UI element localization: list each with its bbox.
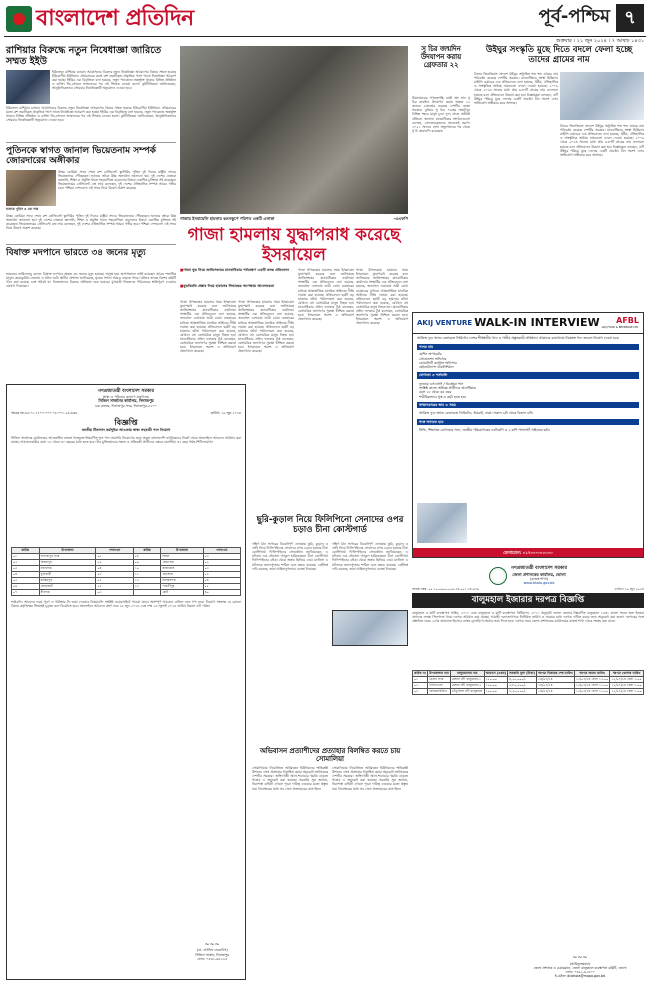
story-eu-headline: রাশিয়ার বিরুদ্ধে নতুন নিষেধাজ্ঞা জারিতে সম্মত ইইউ [6, 45, 162, 67]
bolumohal-table-cell: মেঘনা নদী বালুমহাল-২ [450, 682, 484, 688]
gov-table-cell: ১২ [133, 577, 161, 583]
akij-requirements-header: যোগ্যতা ও শর্তাবলি [417, 372, 639, 378]
gov-notice-subtitle: জাতীয় টিকাদান কর্মসূচির আওতায় স্বাস্থ্য সহকারী পদে নিয়োগ [81, 428, 171, 433]
gov-notice-memo: স্মারক নং-৪৫.০১.২৭০০.০০০.০৫.০০১.২৪-৬৩৬ [11, 411, 78, 416]
gaza-photo-caption: গাজায় ইসরায়েলি হামলায় ধ্বংসস্তূপে পরিণত একটি এলাকা [180, 216, 275, 221]
gov-table-cell: ০২ [96, 559, 133, 565]
story-liquor-body: ভারতের তামিলনাড়ু রাজ্যে বিষাক্ত মদপানে অন্তত ৩৪ জনের মৃত্যু হয়েছে। অসুস্থ হয়ে হাসপাতালে ভর্তি রয়েছেন আরও শতাধিক মানুষ। কাল্লাকুরিচি জেলায় এ ঘটনা ঘটে। স্থানীয় প্রশাসন জানিয়েছে, মৃতের সংখ্যা আরও বাড়তে পারে। ঘটনার তদন্তে বিশেষ কমিটি গঠন করা হয়েছে এবং অবৈধ মদ বিক্রেতাদের বিরুদ্ধে অভিযান শুরু হয়েছে। মুখ্যমন্ত্রী নিহতদের পরিবারকে ক্ষতিপূরণ দেওয়ার ঘোষণা দিয়েছেন। [6, 272, 176, 289]
bolumohal-table-header-cell: আয়তন (একর) [485, 671, 507, 676]
bolumohal-table-cell: ৩,৮০,০০০/- [508, 682, 537, 688]
gov-notice-office: সিভিল সার্জনের কার্যালয়, দিনাজপুর [98, 398, 154, 404]
bolumohal-table-cell: ১৪/০৭/২৪ [537, 676, 575, 682]
gov-table-cell: নবাবগঞ্জ [39, 565, 96, 571]
bolumohal-table [412, 670, 644, 695]
gov-notice-title: বিজ্ঞপ্তি [114, 418, 138, 428]
gov-table-cell: ০৪ [96, 565, 133, 571]
gov-table-row [12, 589, 241, 595]
story-gaza-body-1: গাজা উপত্যকায় হামলার সময় ইসরায়েল যুদ্ধাপরাধ করেছে বলে জানিয়েছে জাতিসংঘের মানবাধিকার কার্যালয়। সংস্থাটির এক প্রতিবেদনে বলা হয়েছে, জনবহুল এলাকায় ভারী বোমা ব্যবহারের মাধ্যমে আন্তর্জাতিক মানবিক আইনের নীতি লঙ্ঘন করা হয়েছে। প্রতিবেদনে ছয়টি বড় হামলার ঘটনা পর্যালোচনা করা হয়েছে, যেখানে বহু বেসামরিক মানুষ নিহত হন। মানবাধিকার প্রধান ফলকার টুর্ক বলেছেন, বেসামরিক জনগণের সুরক্ষা নিশ্চিত করতে হবে। ইসরায়েল অবশ্য এ অভিযোগ প্রত্যাখ্যান করেছে। [180, 300, 236, 354]
gov-table-cell: ০৬ [12, 583, 40, 589]
gov-table-cell: ১০ [133, 565, 161, 571]
story-suukyi-headline: সু চির জন্মদিন উদযাপন করায় গ্রেফতার ২২ [420, 45, 462, 69]
story-gaza-headline: গাজা হামলায় যুদ্ধাপরাধ করেছে ইসরায়েল [187, 225, 401, 265]
gov-notice-intro: সিভিল সার্জনের কার্যালয়ের আওতাধীন রাজস্ব খাতভুক্ত নিম্নবর্ণিত শূন্য পদে সরাসরি নিয়োগের জন্য প্রকৃত বাংলাদেশি নাগরিকদের নিকট থেকে অনলাইনে আবেদন আহ্বান করা যাচ্ছে। আবেদনকারীর বয়স ১৮ থেকে ৩০ বছরের মধ্যে হতে হবে। বীর মুক্তিযোদ্ধার সন্তান ও প্রতিবন্ধী প্রার্থীদের ক্ষেত্রে বয়সসীমা ৩২ বছর পর্যন্ত শিথিলযোগ্য। [11, 435, 241, 444]
akij-walkin-ad [412, 312, 644, 558]
story-uighur-headline: উইঘুর সংস্কৃতি মুছে দিতে বদলে ফেলা হচ্ছে তাদের গ্রামের নাম [485, 45, 633, 65]
story-uighur-body-2: চীনের জিনজিয়াং প্রদেশে উইঘুর অধ্যুষিত শত শত গ্রামের নাম পরিবর্তন করেছে দেশটির সরকার। মানবাধিকার সংস্থা হিউম্যান রাইটস ওয়াচের এক প্রতিবেদনে বলা হয়েছে, ধর্মীয়, ঐতিহাসিক ও সাংস্কৃতিক অর্থবহ নামগুলো বদলে দেওয়া হয়েছে। ২০০৯ থেকে ২০২৩ সালের মধ্যে প্রায় ৬৩০টি গ্রামের নাম বদলানো হয়েছে বলে প্রতিবেদনে উল্লেখ করা হয়। বিশ্লেষকরা বলছেন, এটি উইঘুর পরিচয় মুছে ফেলার একটি প্রচেষ্টা। চীন অবশ্য এসব অভিযোগ অস্বীকার করে আসছে। [560, 124, 644, 157]
bolumohal-table-row [413, 688, 644, 694]
bolumohal-branch: (রাজস্ব শাখা) [530, 576, 548, 581]
bolumohal-signatory-title: জেলা প্রশাসক ও চেয়ারম্যান, জেলা বালুমহাল ব্যবস্থাপনা কমিটি, ভোলা [533, 965, 627, 970]
gov-table-cell: ০৩ [203, 565, 240, 571]
akij-position-item: প্রোডাকশন অফিসার [419, 356, 447, 361]
gov-table-cell: মোট [161, 589, 203, 595]
gov-table-cell: ০৫ [96, 553, 133, 559]
gov-table-cell: ০৩ [96, 571, 133, 577]
gov-notice-terms: শর্তাবলি: আবেদন ফরম পূরণ ও পরীক্ষার ফি জমা দেওয়ার নিয়মাবলি সংশ্লিষ্ট ওয়েবসাইটে পাওয়া যাবে। অসম্পূর্ণ আবেদন বাতিল বলে গণ্য হবে। নিয়োগ সংক্রান্ত যে কোনো বিষয়ে কর্তৃপক্ষের সিদ্ধান্তই চূড়ান্ত বলে বিবেচিত হবে। অনলাইনে আবেদন গ্রহণ শুরু ২৫ জুন ২০২৪ এবং শেষ ২৪ জুলাই ২০২৪ তারিখ বিকাল ৫টা পর্যন্ত। [11, 599, 241, 608]
akij-requirement-item: বয়স ১৮ থেকে ৩৫ বছর [419, 390, 452, 395]
gov-table-header-cell: পদসংখ্যা [96, 547, 133, 553]
gov-recruitment-notice [6, 384, 246, 980]
story-somalia-headline: অভিবাসন প্রত্যাশীদের প্রত্যাহার বিলম্বিত করতে চায় সোমালিয়া [259, 747, 401, 763]
akij-intro: আকিজ ফুড অ্যান্ড বেভারেজ লিমিটেড দেশের শীর্ষস্থানীয় খাদ্য ও পানীয় প্রস্তুতকারী প্রতিষ্ঠান। আমাদের কারখানায় নিম্নোক্ত পদে জনবল নিয়োগ দেওয়া হবে। [417, 335, 620, 340]
bolumohal-table-header-cell: দরপত্র জমার তারিখ [574, 670, 610, 676]
gov-table-cell: ০৫ [12, 577, 40, 583]
gov-table-header-cell: উপজেলা [39, 547, 96, 553]
gov-notice-signatory: (ডা. আসিফ ফেরদৌস) [196, 948, 228, 953]
akij-footer: যোগাযোগ: ০১৭০০-০০০০০০ [413, 548, 643, 557]
akij-position-item: মেশিন অপারেটর [419, 352, 442, 357]
akij-venue: আকিজ ফুড অ্যান্ড বেভারেজ লিমিটেড, ধামরাই, ঢাকা। সকাল ৯টা থেকে বিকাল ৪টা। [419, 411, 534, 416]
gov-table-header-cell: পদসংখ্যা [203, 547, 240, 553]
bolumohal-table-cell: ০৩ [413, 688, 428, 694]
bolumohal-table-cell: ১৫/০৭/২৪ বেলা ১২.০০ [575, 689, 609, 694]
story-putin-headline: পুতিনকে স্বাগত জানাল ভিয়েতনাম সম্পর্ক জোরদারের অঙ্গীকার [6, 146, 156, 167]
story-coastguard-body-1: দক্ষিণ চীন সাগরের বিরোধপূর্ণ এলাকায় ছুরি, কুড়াল ও লাঠি নিয়ে ফিলিপাইনের সেনাদের ওপর চড়াও হয়েছে চীনা কোস্টগার্ড। ফিলিপাইনের সেনাপ্রধান জানিয়েছেন, এ ঘটনায় এক নৌসেনা আঙুল হারিয়েছেন। চীনা কোস্টগার্ড ফিলিপাইনের নৌকা থেকে অস্ত্রও ছিনিয়ে নেয়। ম্যানিলা এ ঘটনাকে জলদস্যুতার শামিল বলে মন্তব্য করেছে। বেইজিং দাবি করেছে, তারা আইনানুগভাবে ব্যবস্থা নিয়েছে। [252, 542, 328, 571]
gov-table-cell: বিরল [161, 553, 203, 559]
akij-brand: AKIJ VENTURE [417, 318, 473, 327]
gov-table-cell: চিরিরবন্দর [161, 577, 203, 583]
bolumohal-table-cell: ১৪/০৭/২৪ [537, 682, 575, 688]
story-putin-body-1: উত্তর কোরিয়া সফর শেষে রুশ প্রেসিডেন্ট ভ্লাদিমির পুতিন দুই দিনের রাষ্ট্রীয় সফরে ভিয়েতনামে পৌঁছেছেন। হ্যানয়ে তাঁকে উষ্ণ অভ্যর্থনা জানানো হয়। দুই দেশের নেতারা জ্বালানি, শিক্ষা ও প্রযুক্তি খাতে সহযোগিতা বাড়ানোর বিষয়ে একাধিক চুক্তিতে সই করেছেন। ভিয়েতনামের প্রেসিডেন্ট তো লাম বলেছেন, দুই দেশের ঐতিহাসিক সম্পর্ক আরও গভীর হবে। পশ্চিমা দেশগুলো এই সফর নিয়ে উদ্বেগ প্রকাশ করেছে। [58, 170, 176, 191]
akij-position-item: মেইনটেন্যান্স টেকনিশিয়ান [419, 365, 454, 370]
bolumohal-table-cell: ০১ [413, 676, 428, 682]
divider-2 [6, 244, 176, 245]
bolumohal-signature: ~~~ [572, 954, 588, 962]
akij-title: WALK-IN INTERVIEW [474, 316, 600, 329]
story-gaza-body-3: গাজা উপত্যকায় হামলার সময় ইসরায়েল যুদ্ধাপরাধ করেছে বলে জানিয়েছে জাতিসংঘের মানবাধিকার কার্যালয়। সংস্থাটির এক প্রতিবেদনে বলা হয়েছে, জনবহুল এলাকায় ভারী বোমা ব্যবহারের মাধ্যমে আন্তর্জাতিক মানবিক আইনের নীতি লঙ্ঘন করা হয়েছে। প্রতিবেদনে ছয়টি বড় হামলার ঘটনা পর্যালোচনা করা হয়েছে, যেখানে বহু বেসামরিক মানুষ নিহত হন। মানবাধিকার প্রধান ফলকার টুর্ক বলেছেন, বেসামরিক জনগণের সুরক্ষা নিশ্চিত করতে হবে। ইসরায়েল অবশ্য এ অভিযোগ প্রত্যাখ্যান করেছে। [238, 300, 294, 354]
akij-position-item: কোয়ালিটি কন্ট্রোল অফিসার [419, 360, 457, 365]
bolumohal-tender-notice [412, 566, 644, 982]
gov-table-cell: ০৯ [133, 559, 161, 565]
page-number: ৭ [616, 4, 644, 32]
bolumohal-table-cell: ১০০.০০ [484, 688, 508, 694]
bolumohal-header: গণপ্রজাতন্ত্রী বাংলাদেশ সরকার [510, 566, 568, 571]
akij-venue-header: সাক্ষাৎকারের স্থান ও সময় [417, 402, 639, 408]
putin-photo-caption: হ্যানয়ে পুতিন ও তো লাম [6, 207, 39, 211]
govt-seal-icon [489, 567, 507, 585]
bolumohal-table-header-cell: দরপত্র বিক্রয়ের শেষ তারিখ [538, 671, 573, 676]
bolumohal-memo: স্মারক নম্বর- ০৫.১০.০৯০০.০০৯.২৪.০০১.২৪-৯৭৯ [412, 587, 480, 592]
gov-table-cell: ০২ [96, 577, 133, 583]
bolumohal-table-cell: মেঘনা নদী বালুমহাল-১ [450, 676, 484, 682]
akij-requirement-item: সংশ্লিষ্ট কাজে অভিজ্ঞ প্রার্থীদের অগ্রাধিকার [419, 386, 476, 391]
story-eu-photo [6, 70, 50, 104]
gov-table-header-cell: ক্রমিক [133, 547, 161, 553]
akij-product-image [417, 503, 467, 543]
gov-table-cell: ১১ [133, 571, 161, 577]
bolumohal-table-cell: ভোলা সদর [428, 676, 451, 682]
bolumohal-table-cell: ১৫/০৭/২৪ বেলা ৩.০০ [611, 689, 642, 694]
gov-table-cell: ১৩ [133, 583, 161, 589]
bolumohal-office: জেলা প্রশাসকের কার্যালয়, ভোলা [512, 571, 566, 577]
story-coastguard-body-2: দক্ষিণ চীন সাগরের বিরোধপূর্ণ এলাকায় ছুরি, কুড়াল ও লাঠি নিয়ে ফিলিপাইনের সেনাদের ওপর চড়াও হয়েছে চীনা কোস্টগার্ড। ফিলিপাইনের সেনাপ্রধান জানিয়েছেন, এ ঘটনায় এক নৌসেনা আঙুল হারিয়েছেন। চীনা কোস্টগার্ড ফিলিপাইনের নৌকা থেকে অস্ত্রও ছিনিয়ে নেয়। ম্যানিলা এ ঘটনাকে জলদস্যুতার শামিল বলে মন্তব্য করেছে। বেইজিং দাবি করেছে, তারা আইনানুগভাবে ব্যবস্থা নিয়েছে। [332, 542, 408, 571]
gov-table-cell: ০৫ [203, 583, 240, 589]
bolumohal-email: ই-মেইল: dcbhola@mopa.gov.bd [554, 973, 606, 978]
bolumohal-table-header-cell: উপজেলার নাম [429, 671, 449, 676]
section-name: পূর্ব-পশ্চিম [538, 6, 610, 27]
bolumohal-title: বালুমহাল ইজারার দরপত্র বিজ্ঞপ্তি [412, 593, 644, 608]
akij-requirement-item: শারীরিকভাবে সুস্থ ও কর্মঠ হতে হবে [419, 394, 466, 399]
bolumohal-table-cell: ৩,২০,০০০/- [508, 688, 537, 694]
bolumohal-table-cell: ১৫/০৭/২৪ বেলা ৩.০০ [611, 683, 642, 688]
bolumohal-table-header-cell: বালুমহালের নাম [450, 670, 484, 676]
story-liquor-headline: বিষাক্ত মদপানে ভারতে ৩৪ জনের মৃত্যু [6, 248, 146, 258]
gov-notice-date: তারিখ: ১৯ জুন ২০২৪ [210, 411, 241, 416]
gov-table-cell: ০২ [203, 559, 240, 565]
gov-table-cell: হাকিমপুর [39, 577, 96, 583]
gov-notice-ministry: স্বাস্থ্য ও পরিবার কল্যাণ মন্ত্রণালয় [102, 394, 150, 399]
bolumohal-table-header-cell: ক্রমিক নং [414, 671, 427, 676]
masthead-logo [6, 4, 196, 34]
gov-notice-phone: ফোন: ০৫৩১-৬৫২২৫ [197, 956, 228, 961]
bolumohal-table-header-cell: দরপত্র খোলার তারিখ [610, 670, 644, 676]
story-eu-body-1: ইউক্রেনে রাশিয়ার চলমান আগ্রাসনের বিরুদ্ধে নতুন নিষেধাজ্ঞা আরোপের বিষয়ে সম্মত হয়েছে ইউরোপীয় ইউনিয়ন। প্রথমবারের মতো রুশ তরলীকৃত প্রাকৃতিক গ্যাস খাতে নিষেধাজ্ঞা আরোপ করা হচ্ছে। ইইউর এক বিবৃতিতে বলা হয়েছে, নতুন প্যাকেজে অন্তর্ভুক্ত থাকবে বিভিন্ন প্রতিষ্ঠান ও ব্যক্তি। জি-সেভেন সম্মেলনের পর এই সিদ্ধান্ত নেওয়া হলো। কূটনীতিকরা জানিয়েছেন, আনুষ্ঠানিকভাবে সোমবার নিষেধাজ্ঞাটি অনুমোদন দেওয়া হবে। [52, 70, 176, 91]
gov-table-cell: বোচাগঞ্জ [161, 559, 203, 565]
akij-requirement-item: ন্যূনতম এসএসসি / ডিপ্লোমা পাস [419, 381, 464, 386]
gov-table-cell: বিরামপুর [39, 559, 96, 565]
bolumohal-table-cell: ১৫/০৭/২৪ বেলা ১২.০০ [575, 683, 609, 688]
masthead-rule [4, 36, 646, 37]
story-eu-body-2: ইউক্রেনে রাশিয়ার চলমান আগ্রাসনের বিরুদ্ধে নতুন নিষেধাজ্ঞা আরোপের বিষয়ে সম্মত হয়েছে ইউরোপীয় ইউনিয়ন। প্রথমবারের মতো রুশ তরলীকৃত প্রাকৃতিক গ্যাস খাতে নিষেধাজ্ঞা আরোপ করা হচ্ছে। ইইউর এক বিবৃতিতে বলা হয়েছে, নতুন প্যাকেজে অন্তর্ভুক্ত থাকবে বিভিন্ন প্রতিষ্ঠান ও ব্যক্তি। জি-সেভেন সম্মেলনের পর এই সিদ্ধান্ত নেওয়া হলো। কূটনীতিকরা জানিয়েছেন, আনুষ্ঠানিকভাবে সোমবার নিষেধাজ্ঞাটি অনুমোদন দেওয়া হবে। [6, 106, 176, 123]
akij-docs: সিভি, শিক্ষাগত যোগ্যতার সনদ, জাতীয় পরিচয়পত্রের ফটোকপি ও ২ কপি পাসপোর্ট সাইজের ছবি। [419, 428, 550, 433]
story-somalia-body-1: সোমালিয়ায় নিয়োজিত আফ্রিকান ইউনিয়নের শান্তিরক্ষী মিশনের সেনা প্রত্যাহার বিলম্বিত করার অনুরোধ জানিয়েছে দেশটির সরকার। জঙ্গিগোষ্ঠী আল-শাবাবের হুমকি বাড়তে থাকায় এ অনুরোধ করা হয়েছে। সরকারি সূত্র জানায়, নিরাপত্তা বাহিনী এখনো পুরো দায়িত্ব নেওয়ার মতো প্রস্তুত নয়। ডিসেম্বরের মধ্যে সব সেনা প্রত্যাহারের কথা ছিল। [252, 766, 328, 791]
gov-table-cell: ০৩ [203, 553, 240, 559]
small-ad [332, 610, 408, 646]
bolumohal-table-cell: ১৫/০৭/২৪ বেলা ৩.০০ [611, 677, 642, 682]
gov-table-cell: ০১ [12, 553, 40, 559]
logo-mark-icon [6, 6, 32, 32]
bolumohal-table-cell: ১৫/০৭/২৪ বেলা ১২.০০ [575, 677, 609, 682]
bolumohal-table-cell: তেঁতুলিয়া নদী বালুমহাল [451, 689, 483, 694]
gov-table-cell: ঘোড়াঘাট [39, 583, 96, 589]
gov-table-cell: ০৩ [12, 565, 40, 571]
gov-table-header-cell: ক্রমিক [12, 547, 40, 553]
gov-table-cell [133, 589, 161, 595]
story-gaza-body-4: গাজা উপত্যকায় হামলার সময় ইসরায়েল যুদ্ধাপরাধ করেছে বলে জানিয়েছে জাতিসংঘের মানবাধিকার কার্যালয়। সংস্থাটির এক প্রতিবেদনে বলা হয়েছে, জনবহুল এলাকায় ভারী বোমা ব্যবহারের মাধ্যমে আন্তর্জাতিক মানবিক আইনের নীতি লঙ্ঘন করা হয়েছে। প্রতিবেদনে ছয়টি বড় হামলার ঘটনা পর্যালোচনা করা হয়েছে, যেখানে বহু বেসামরিক মানুষ নিহত হন। মানবাধিকার প্রধান ফলকার টুর্ক বলেছেন, বেসামরিক জনগণের সুরক্ষা নিশ্চিত করতে হবে। ইসরায়েল অবশ্য এ অভিযোগ প্রত্যাখ্যান করেছে। [356, 268, 408, 326]
divider-1 [6, 142, 176, 143]
gov-table-cell: ০৪ [12, 571, 40, 577]
gov-table-cell: দিনাজপুর সদর [39, 553, 96, 559]
bolumohal-table-cell: দৌলতখান [428, 682, 451, 688]
gov-table-cell: ০৮ [133, 553, 161, 559]
gov-notice-address: চক বাজার, দিনাজপুর সদর, দিনাজপুর-৫২০০ [95, 403, 157, 408]
bolumohal-table-cell: ১৪/০৭/২৪ [537, 688, 575, 694]
gov-table-header-cell: উপজেলা [161, 547, 203, 553]
gov-table-cell: ০২ [12, 559, 40, 565]
gov-table-cell: খানসামা [161, 571, 203, 577]
gov-table-cell: ০৩ [96, 589, 133, 595]
logo-text: বাংলাদেশ প্রতিদিন [36, 5, 194, 32]
akij-positions-header: পদের নাম [417, 344, 639, 350]
bolumohal-body: বালুমহাল ও মাটি ব্যবস্থাপনা আইন, ২০১০ এবং বালুমহাল ও মাটি ব্যবস্থাপনা বিধিমালা, ২০১১ অনুযায়ী ভোলা জেলার নিম্নবর্ণিত বালুমহাল ১৪৩১ বাংলা সনের জন্য ইজারা প্রদানের লক্ষ্যে সিলগালা খামে দরপত্র আহ্বান করা যাচ্ছে। আগ্রহী দরদাতাগণকে নির্ধারিত তারিখ ও সময়ের মধ্যে দরপত্র দাখিল করার জন্য অনুরোধ করা হলো। দরপত্রের সঙ্গে প্রস্তাবিত দরের ২৫% জামানত হিসেবে ব্যাংক ড্রাফট/পে-অর্ডার জমা দিতে হবে। দরপত্র ফরম জেলা প্রশাসকের কার্যালয়ের রাজস্ব শাখা থেকে সংগ্রহ করা যাবে। [412, 610, 644, 624]
gov-notice-header: গণপ্রজাতন্ত্রী বাংলাদেশ সরকার [97, 389, 155, 394]
bolumohal-date: তারিখ: ২০ জুন ২০২৪ [614, 587, 644, 592]
putin-photo [6, 170, 56, 206]
gov-table-cell: ফুলবাড়ী [39, 571, 96, 577]
gov-table-cell: পার্বতীপুর [161, 583, 203, 589]
gov-table-cell: ০২ [96, 583, 133, 589]
gov-table-cell: ০২ [203, 571, 240, 577]
story-gaza-bullet-2: ■ যুদ্ধবিরতি প্রস্তাব নিয়ে হামাসের সিদ্ধান্তের অপেক্ষায় আলোচকরা [180, 284, 294, 288]
gov-notice-signature: ~~~ [204, 940, 220, 948]
bolumohal-table-cell: ১৫০.০০ [484, 676, 508, 682]
gov-table-cell: ০৭ [12, 589, 40, 595]
gov-table-cell: ০৪ [203, 577, 240, 583]
gov-notice-signatory-title: সিভিল সার্জন, দিনাজপুর [195, 952, 229, 957]
afbl-logo: AFBL [616, 316, 639, 326]
gov-table-cell: বীরগঞ্জ [39, 589, 96, 595]
bolumohal-signatory: (আরিফুজ্জামান) [569, 961, 591, 966]
bolumohal-table-cell: বোরহানউদ্দিন [428, 688, 451, 694]
story-coastguard-headline: ছুরি-কুড়াল নিয়ে ফিলিপিনো সেনাদের ওপর চড়াও চীনা কোস্টগার্ড [256, 515, 404, 535]
story-gaza-body-2: গাজা উপত্যকায় হামলার সময় ইসরায়েল যুদ্ধাপরাধ করেছে বলে জানিয়েছে জাতিসংঘের মানবাধিকার কার্যালয়। সংস্থাটির এক প্রতিবেদনে বলা হয়েছে, জনবহুল এলাকায় ভারী বোমা ব্যবহারের মাধ্যমে আন্তর্জাতিক মানবিক আইনের নীতি লঙ্ঘন করা হয়েছে। প্রতিবেদনে ছয়টি বড় হামলার ঘটনা পর্যালোচনা করা হয়েছে, যেখানে বহু বেসামরিক মানুষ নিহত হন। মানবাধিকার প্রধান ফলকার টুর্ক বলেছেন, বেসামরিক জনগণের সুরক্ষা নিশ্চিত করতে হবে। ইসরায়েল অবশ্য এ অভিযোগ প্রত্যাখ্যান করেছে। [298, 268, 354, 322]
bolumohal-table-header-cell: সরকারি মূল্য (টাকা) [509, 671, 535, 676]
gaza-photo-credit: -এএফপি [393, 216, 408, 221]
story-somalia-body-2: সোমালিয়ায় নিয়োজিত আফ্রিকান ইউনিয়নের শান্তিরক্ষী মিশনের সেনা প্রত্যাহার বিলম্বিত করার অনুরোধ জানিয়েছে দেশটির সরকার। জঙ্গিগোষ্ঠী আল-শাবাবের হুমকি বাড়তে থাকায় এ অনুরোধ করা হয়েছে। সরকারি সূত্র জানায়, নিরাপত্তা বাহিনী এখনো পুরো দায়িত্ব নেওয়ার মতো প্রস্তুত নয়। ডিসেম্বরের মধ্যে সব সেনা প্রত্যাহারের কথা ছিল। [332, 766, 408, 791]
bolumohal-table-cell: ১২০.০০ [484, 682, 508, 688]
uighur-photo [560, 72, 644, 120]
story-uighur-body-1: চীনের জিনজিয়াং প্রদেশে উইঘুর অধ্যুষিত শত শত গ্রামের নাম পরিবর্তন করেছে দেশটির সরকার। মানবাধিকার সংস্থা হিউম্যান রাইটস ওয়াচের এক প্রতিবেদনে বলা হয়েছে, ধর্মীয়, ঐতিহাসিক ও সাংস্কৃতিক অর্থবহ নামগুলো বদলে দেওয়া হয়েছে। ২০০৯ থেকে ২০২৩ সালের মধ্যে প্রায় ৬৩০টি গ্রামের নাম বদলানো হয়েছে বলে প্রতিবেদনে উল্লেখ করা হয়। বিশ্লেষকরা বলছেন, এটি উইঘুর পরিচয় মুছে ফেলার একটি প্রচেষ্টা। চীন অবশ্য এসব অভিযোগ অস্বীকার করে আসছে। [474, 72, 558, 105]
story-putin-body-2: উত্তর কোরিয়া সফর শেষে রুশ প্রেসিডেন্ট ভ্লাদিমির পুতিন দুই দিনের রাষ্ট্রীয় সফরে ভিয়েতনামে পৌঁছেছেন। হ্যানয়ে তাঁকে উষ্ণ অভ্যর্থনা জানানো হয়। দুই দেশের নেতারা জ্বালানি, শিক্ষা ও প্রযুক্তি খাতে সহযোগিতা বাড়ানোর বিষয়ে একাধিক চুক্তিতে সই করেছেন। ভিয়েতনামের প্রেসিডেন্ট তো লাম বলেছেন, দুই দেশের ঐতিহাসিক সম্পর্ক আরও গভীর হবে। পশ্চিমা দেশগুলো এই সফর নিয়ে উদ্বেগ প্রকাশ করেছে। [6, 214, 176, 231]
gov-table-cell: ৪০ [203, 589, 240, 595]
bolumohal-phone: ফোন: ০৪৯১-৬১৪০০ [565, 969, 595, 974]
afbl-subtitle: AKIJ FOOD & BEVERAGE LTD. [601, 326, 639, 330]
story-suukyi-body: মিয়ানমারের গণতন্ত্রপন্থি নেত্রী অং সান সু চির জন্মদিন উদযাপন করায় অন্তত ২২ জনকে গ্রেফতার করেছে দেশটির জান্তা সরকার। বুধবার সু চির ৭৯তম জন্মদিনে বিভিন্ন শহরে মানুষ চুলে ফুল গুঁজে প্রতীকী প্রতিবাদ জানান। মানবাধিকার সংগঠনগুলো বলেছে, গ্রেফতারকৃতদের অনেকেই তরুণ। ২০২১ সালের সেনা অভ্যুত্থানের পর থেকে সু চি কারাবন্দি রয়েছেন। [412, 96, 470, 133]
gov-notice-table [11, 547, 241, 596]
gaza-rubble-photo [180, 46, 408, 214]
bolumohal-website[interactable]: www.bhola.gov.bd [523, 580, 555, 585]
dateline: শুক্রবার । ২১ জুন ২০২৪ । ৭ আষাঢ় ১৪৩১ [556, 38, 644, 44]
story-gaza-bullet-1: ■ গাজা যুদ্ধ নিয়ে জাতিসংঘের মানবাধিকার পর্যবেক্ষণ একটি তদন্ত প্রতিবেদন [180, 268, 294, 272]
bolumohal-table-cell: ০২ [413, 682, 428, 688]
akij-docs-header: সঙ্গে আনতে হবে [417, 419, 639, 425]
bolumohal-table-cell: ৪,৫০,০০০/- [508, 676, 537, 682]
gov-table-cell: কাহারোল [161, 565, 203, 571]
